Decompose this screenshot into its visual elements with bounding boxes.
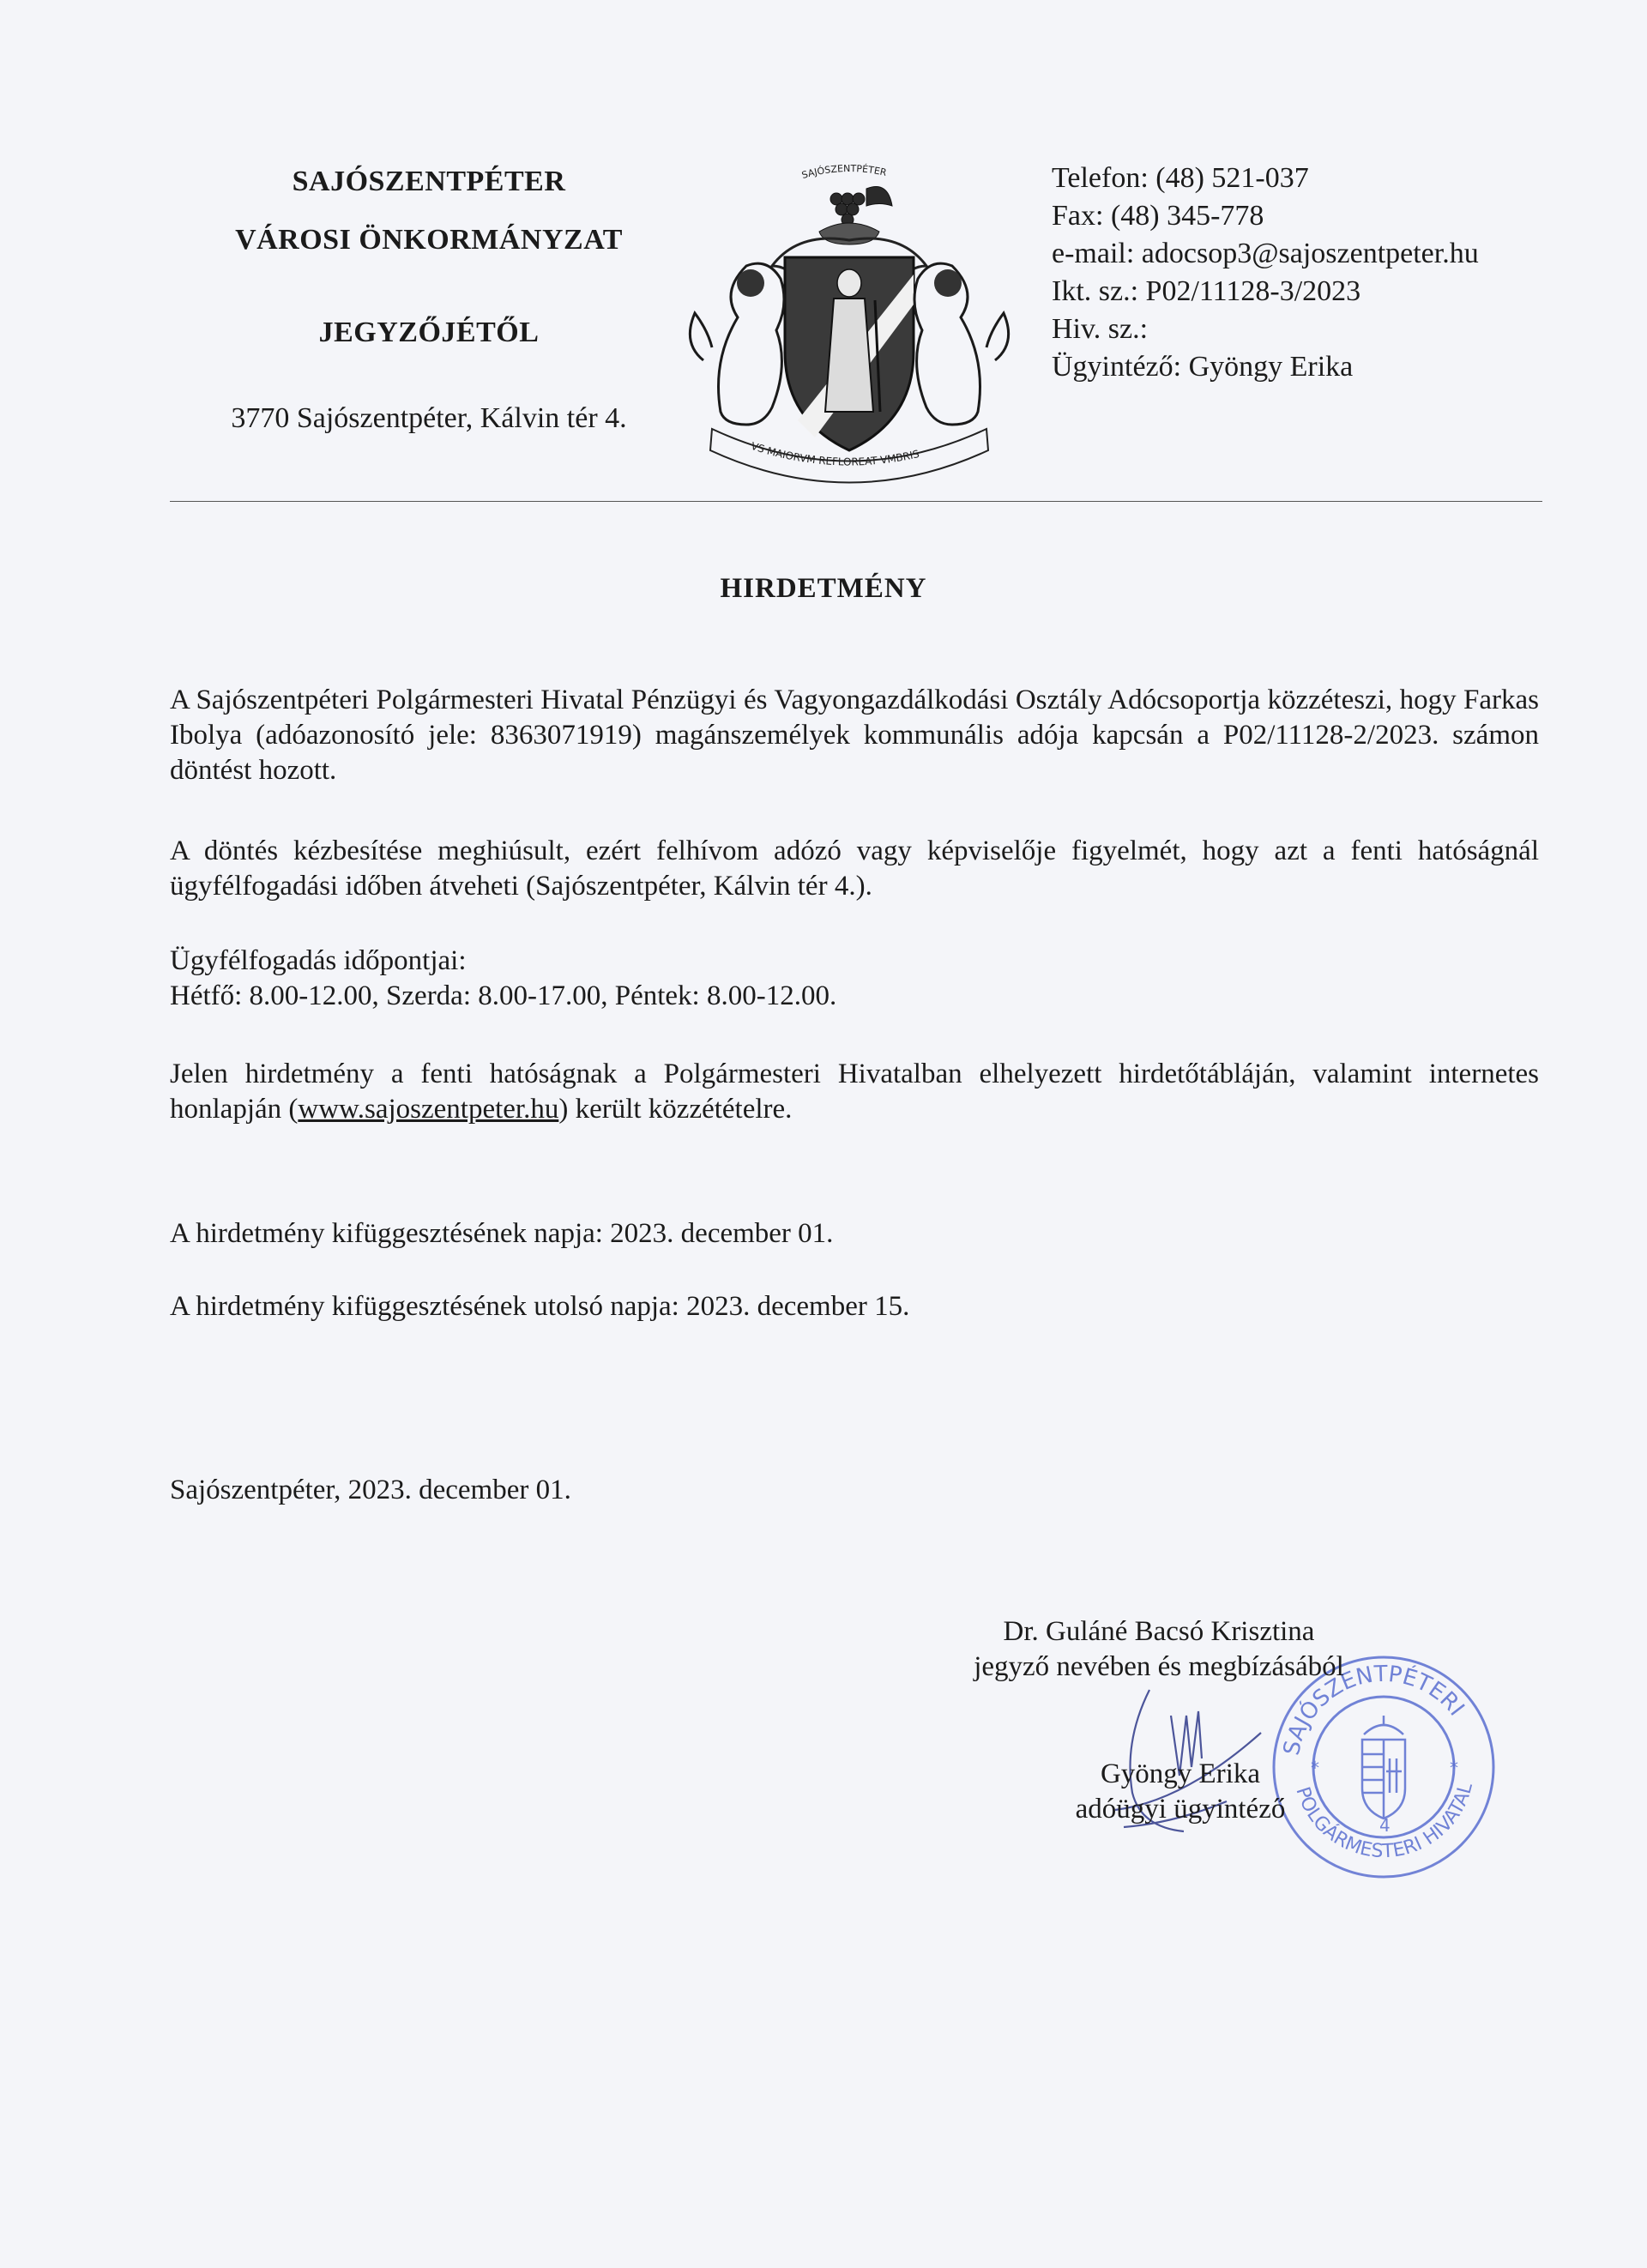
posting-date: A hirdetmény kifüggesztésének napja: 2023. december 01.	[170, 1218, 834, 1249]
svg-text:SAJÓSZENTPÉTER	[800, 163, 888, 181]
office-hours-times: Hétfő: 8.00-12.00, Szerda: 8.00-17.00, Péntek: 8.00-12.00.	[170, 980, 837, 1011]
contact-email: e-mail: adocsop3@sajoszentpeter.hu	[1052, 238, 1479, 269]
paragraph-decision: A Sajószentpéteri Polgármesteri Hivatal Pénzügyi és Vagyongazdálkodási Osztály Adócsoportja közzéteszi, hogy Farkas Ibolya (adóazonosító jele: 8363071919) magánszemélyek kommunális adója kapcsán a P02/11128-2/2023. számon döntést hozott.	[170, 685, 1539, 786]
signatory-agent	[1052, 1757, 1309, 1827]
website-link[interactable]: www.sajoszentpeter.hu	[298, 1094, 559, 1125]
header-divider	[170, 501, 1542, 502]
stamp-bottom-text: POLGÁRMESTERI HIVATAL	[1291, 1780, 1477, 1863]
stamp-number: 4	[1379, 1815, 1391, 1836]
paragraph-publication	[170, 1057, 1539, 1127]
org-office: JEGYZŐJÉTŐL	[318, 317, 540, 348]
paragraph-delivery: A döntés kézbesítése meghiúsult, ezért felhívom adózó vagy képviselője figyelmét, hogy azt a fenti hatóságnál ügyfélfogadási időben átveheti (Sajószentpéter, Kálvin tér 4.).	[170, 835, 1539, 902]
svg-text:*: *	[1450, 1758, 1458, 1778]
signatory-principal-role: jegyző nevében és megbízásából	[974, 1651, 1344, 1682]
issuer-block	[137, 153, 721, 448]
signatory-principal-name: Dr. Guláné Bacsó Krisztina	[1003, 1616, 1315, 1647]
place-and-date: Sajószentpéter, 2023. december 01.	[170, 1475, 571, 1505]
signatory-agent-name: Gyöngy Erika	[1100, 1758, 1261, 1789]
contact-reference-number: Ikt. sz.: P02/11128-3/2023	[1052, 275, 1361, 307]
coat-of-arms-icon	[669, 154, 1029, 498]
publication-text-before: Jelen hirdetmény a fenti hatóságnak a Polgármesteri Hivatalban elhelyezett hirdetőtábláján, valamint internetes honlapján (	[170, 1059, 1539, 1125]
contact-fax: Fax: (48) 345-778	[1052, 200, 1264, 232]
crest-top-text: SAJÓSZENTPÉTER	[800, 162, 888, 181]
signatory-agent-role: adóügyi ügyintéző	[1075, 1794, 1286, 1825]
contact-phone: Telefon: (48) 521-037	[1052, 162, 1309, 194]
svg-text:*: *	[1311, 1758, 1319, 1778]
posting-last-date: A hirdetmény kifüggesztésének utolsó napja: 2023. december 15.	[170, 1291, 910, 1322]
office-hours-label: Ügyfélfogadás időpontjai:	[170, 945, 467, 976]
contact-referred-number: Hiv. sz.:	[1052, 313, 1149, 345]
org-name: SAJÓSZENTPÉTER	[292, 166, 566, 197]
org-address: 3770 Sajószentpéter, Kálvin tér 4.	[231, 402, 627, 434]
stamp-top-text: SAJÓSZENTPÉTERI	[1278, 1661, 1469, 1758]
org-subtitle: VÁROSI ÖNKORMÁNYZAT	[235, 224, 623, 256]
office-hours	[170, 944, 1539, 1014]
contact-case-officer: Ügyintéző: Gyöngy Erika	[1052, 351, 1354, 383]
document-title: HIRDETMÉNY	[720, 573, 927, 604]
crest-banner-text: VS MAIORVM REFLOREAT VMBRIS	[749, 439, 921, 468]
contact-block	[1052, 160, 1479, 386]
signatory-principal	[966, 1614, 1352, 1685]
publication-text-after: ) került közzétételre.	[558, 1094, 793, 1125]
